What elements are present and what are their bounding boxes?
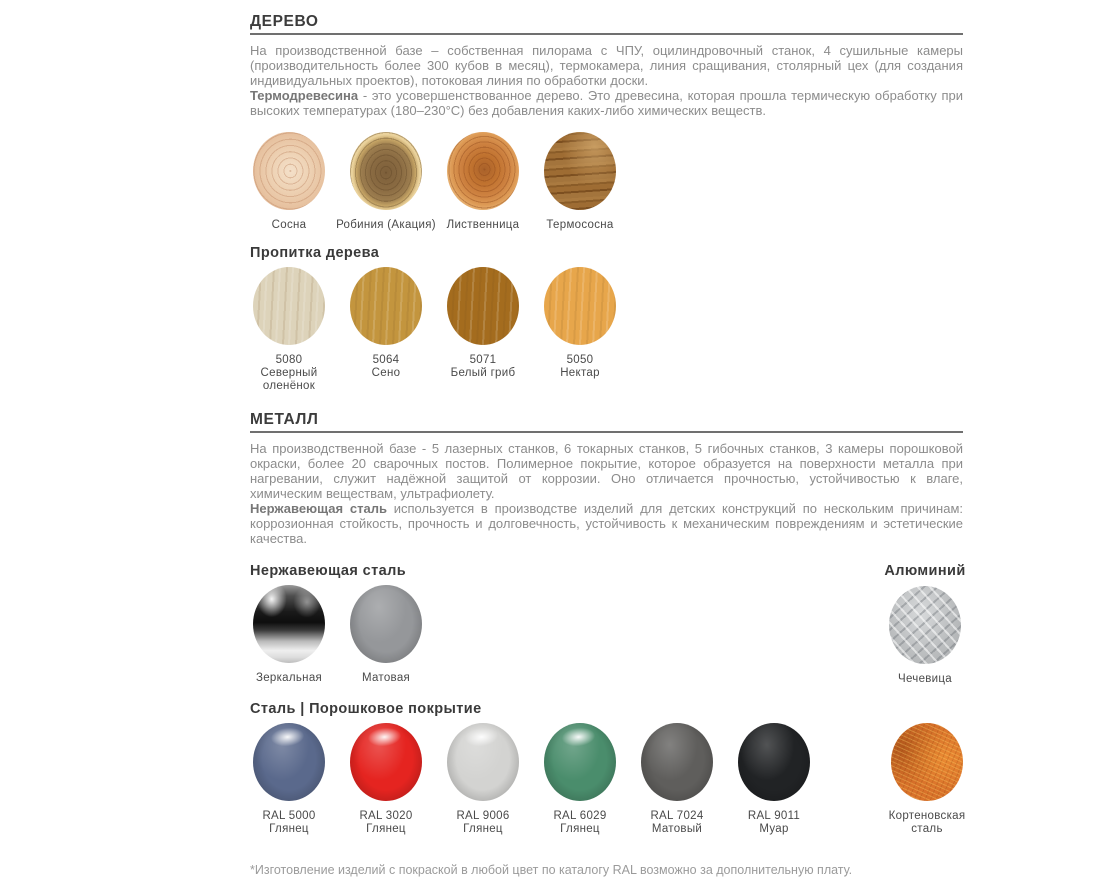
wood-section-divider [250,33,963,35]
powder-swatch-ral6029 [544,723,616,836]
powder-swatch-ral3020 [350,723,422,836]
ral-code: RAL 5000 [262,810,316,822]
ral-code: RAL 9011 [747,810,801,822]
powder-swatch-ral7024-label [650,810,703,836]
wood-swatch-larch [447,132,519,232]
wood-species-row [250,132,963,232]
wood-swatch-robinia-label: Робиния (Акация) [336,219,436,231]
powder-swatch-ral5000-image [253,723,325,801]
aluminum-swatch-lentil-image [889,586,961,664]
metal-section [250,411,966,877]
wood-section [250,13,963,393]
stainless-term: Нержавеющая сталь [250,501,387,516]
metal-paragraphs [250,441,963,546]
metal-paragraph-production: На производственной базе - 5 лазерных станков, 6 токарных станков, 5 гибочных станков, 3 камеры порошковой окраски, более 20 сварочных постов. Полимерное покрытие, которое образуется на поверхности металла при нагревании, служит надёжной защитой от коррозии. Оно отличается прочностью, устойчивостью к влаге, химическим веществам, ультрафиолету. [250,441,963,501]
powder-coating-title: Сталь | Порошковое покрытие [250,701,482,717]
impregnation-name: Белый гриб [450,367,516,379]
thermowood-term: Термодревесина [250,88,359,103]
powder-swatch-ral9006 [447,723,519,836]
powder-swatch-ral9011 [738,723,810,836]
impregnation-code: 5064 [372,354,400,366]
stainless-swatch-mirror-image [253,585,325,663]
impregnation-swatch-5071-image [447,267,519,345]
stainless-description: используется в производстве изделий для детских конструкций по нескольким причинам: коррозионная стойкость, прочность и долговечность, устойчивость к механическим повреждениям и эстетические качества. [250,501,964,546]
ral-code: RAL 7024 [650,810,704,822]
ral-footnote: *Изготовление изделий с покраской в любой цвет по каталогу RAL возможно за дополнительную плату. [250,863,853,877]
wood-swatch-larch-label: Лиственница [446,219,520,231]
stainless-swatch-matte [350,585,422,685]
powder-swatch-corten-image [891,723,963,801]
metal-section-divider [250,431,963,433]
impregnation-swatch-5080-image [253,267,325,345]
metal-section-title: МЕТАЛЛ [250,411,319,428]
ral-code: RAL 9006 [456,810,510,822]
impregnation-row [250,267,963,393]
impregnation-swatch-5064-label [372,354,401,380]
impregnation-swatch-5064 [350,267,422,380]
wood-swatch-pine-label: Сосна [271,219,307,231]
wood-paragraphs [250,43,963,118]
powder-swatch-ral5000-label [262,810,315,836]
powder-swatch-ral6029-image [544,723,616,801]
powder-swatch-ral9011-image [738,723,810,801]
aluminum-swatch-lentil-label: Чечевица [898,673,952,685]
thermowood-description: - это усовершенствованное дерево. Это древесина, которая прошла термическую обработку при высоких температурах (180–230°С) без добавления каких-либо химических веществ. [250,88,963,118]
wood-paragraph-thermowood [250,88,963,118]
wood-section-title: ДЕРЕВО [250,13,319,30]
ral-finish: Глянец [269,823,309,835]
stainless-swatch-matte-label: Матовая [361,672,411,684]
wood-swatch-larch-image [447,132,519,210]
powder-swatch-ral9006-label [456,810,509,836]
aluminum-block [884,563,966,686]
impregnation-swatch-5064-image [350,267,422,345]
powder-swatch-ral9011-label [748,810,800,836]
wood-swatch-pine-image [253,132,325,210]
impregnation-code: 5050 [566,354,594,366]
stainless-row [250,585,963,685]
powder-swatch-ral7024-image [641,723,713,801]
stainless-swatch-matte-image [350,585,422,663]
impregnation-swatch-5071-label [451,354,516,380]
page-content [250,0,966,877]
impregnation-swatch-5071 [447,267,519,380]
wood-swatch-thermopine [544,132,616,232]
impregnation-title: Пропитка дерева [250,245,380,261]
stainless-swatch-mirror-label: Зеркальная [255,672,323,684]
impregnation-swatch-5050-label [560,354,600,380]
powder-swatch-ral9006-image [447,723,519,801]
metal-paragraph-stainless [250,501,963,546]
powder-swatch-ral3020-label [359,810,412,836]
wood-paragraph-production: На производственной базе – собственная пилорама с ЧПУ, оцилиндровочный станок, 4 сушильные камеры (производительность более 300 кубов в месяц), термокамера, линия сращивания, столярный цех (для создания индивидуальных проектов), потоковая линия по обработки доски. [250,43,963,88]
powder-swatch-corten-label: Кортеновская сталь [888,810,966,835]
ral-code: RAL 6029 [553,810,607,822]
powder-swatch-ral6029-label [553,810,606,836]
ral-finish: Глянец [560,823,600,835]
wood-swatch-thermopine-label: Термососна [546,219,614,231]
powder-swatch-ral7024 [641,723,713,836]
stainless-title: Нержавеющая сталь [250,563,407,579]
impregnation-name: Нектар [560,367,600,379]
ral-code: RAL 3020 [359,810,413,822]
impregnation-swatch-5080-label [253,354,325,393]
impregnation-code: 5080 [275,354,303,366]
wood-swatch-pine [253,132,325,232]
ral-finish: Глянец [366,823,406,835]
impregnation-swatch-5080 [253,267,325,393]
wood-swatch-robinia-image [350,132,422,210]
wood-swatch-robinia [336,132,436,232]
impregnation-name: Сено [371,367,401,379]
impregnation-swatch-5050-image [544,267,616,345]
stainless-swatch-mirror [253,585,325,685]
ral-finish: Муар [759,823,789,835]
stainless-aluminum-block [250,563,966,685]
impregnation-name: Северный оленёнок [260,367,318,392]
impregnation-swatch-5050 [544,267,616,380]
powder-coating-row [250,723,966,836]
ral-finish: Глянец [463,823,503,835]
impregnation-code: 5071 [469,354,497,366]
powder-swatch-corten [888,723,966,836]
powder-swatch-ral5000 [253,723,325,836]
wood-swatch-thermopine-image [544,132,616,210]
ral-finish: Матовый [651,823,703,835]
powder-swatch-ral3020-image [350,723,422,801]
aluminum-title: Алюминий [884,563,966,579]
